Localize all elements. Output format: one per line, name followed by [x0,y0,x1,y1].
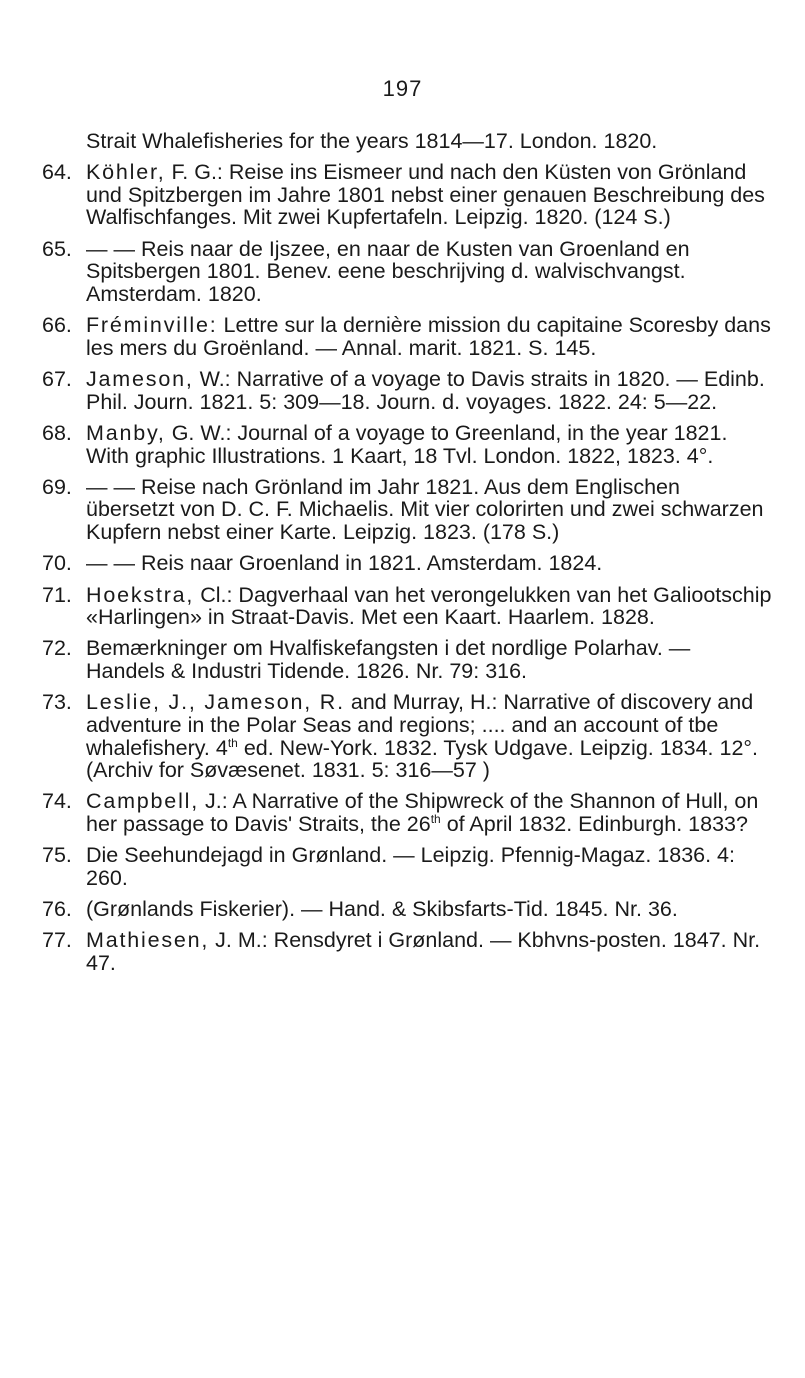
entry-text [86,584,772,629]
entry-number: 69. [42,474,72,499]
entry-text [86,368,772,413]
entry-citation: Cl.: Dagverhaal van het verongelukken van het Galiootschip «Harlingen» in Straat-Davis. Met een Kaart. Haarlem. 1828. [86,582,772,630]
bibliography-entry [42,637,772,682]
entry-author: Campbell, [86,789,199,814]
entry-number: 74. [42,789,72,814]
entry-text [86,314,772,359]
entry-citation: (Grønlands Fiskerier). — Hand. & Skibsfarts-Tid. 1845. Nr. 36. [86,897,678,922]
entry-number: 68. [42,420,72,445]
entry-citation: Lettre sur la dernière mission du capitaine Scoresby dans les mers du Groënland. — Annal. marit. 1821. S. 145. [86,313,771,360]
bibliography-entry [42,161,772,229]
entry-text [86,130,772,153]
bibliography-entry [42,476,772,544]
entry-number: 73. [42,690,72,715]
entry-citation: Strait Whalefisheries for the years 1814—17. London. 1820. [86,129,658,153]
entry-author: Fréminville: [86,313,218,338]
bibliography-list [42,130,772,983]
entry-author: Köhler, [86,160,166,185]
bibliography-entry [42,314,772,359]
entry-author: Leslie, J., Jameson, R. [86,690,345,715]
bibliography-entry [42,691,772,781]
bibliography-entry [42,898,772,921]
entry-citation: Die Seehundejagd in Grønland. — Leipzig. Pfennig-Magaz. 1836. 4: 260. [86,843,735,890]
entry-text [86,790,772,835]
entry-number: 64. [42,160,72,185]
entry-citation: G. W.: Journal of a voyage to Greenland, in the year 1821. With graphic Illustrations. 1 Kaart, 18 Tvl. London. 1822, 1823. 4°. [86,420,728,468]
entry-text [86,422,772,467]
entry-author: Mathiesen, [86,928,210,953]
entry-citation: — — Reis naar Groenland in 1821. Amsterdam. 1824. [86,551,603,576]
entry-number: 76. [42,897,72,922]
entry-citation: Bemærkninger om Hvalfiskefangsten i det nordlige Polarhav. — Handels & Industri Tidende. 1826. Nr. 79: 316. [86,636,691,684]
bibliography-entry [42,130,772,153]
bibliography-entry [42,790,772,835]
entry-number: 67. [42,367,72,392]
entry-text [86,476,772,544]
entry-citation: and Murray, H.: Narrative of discovery and adventure in the Polar Seas and regions; .... and an account of tbe whalefishery. 4th ed. New-York. 1832. Tysk Udgave. Leipzig. 1834. 12°. (Archiv for Søvæsenet. 1831. 5: 316—57 ) [86,690,758,783]
bibliography-entry [42,422,772,467]
entry-number: 66. [42,313,72,338]
entry-number: 70. [42,551,72,576]
bibliography-entry [42,584,772,629]
entry-text [86,238,772,306]
entry-number: 77. [42,928,72,953]
entry-text [86,844,772,889]
page-number: 197 [382,76,423,101]
entry-author: Hoekstra, [86,582,195,607]
entry-text [86,637,772,682]
entry-citation: J.: A Narrative of the Shipwreck of the Shannon of Hull, on her passage to Davis' Straits, the 26th of April 1832. Edinburgh. 1833? [86,789,759,836]
bibliography-entry [42,368,772,413]
entry-number: 71. [42,582,72,607]
entry-text [86,691,772,781]
bibliography-entry [42,844,772,889]
entry-number: 65. [42,236,72,261]
bibliography-entry [42,552,772,575]
entry-number: 72. [42,636,72,661]
entry-text [86,161,772,229]
entry-citation: W.: Narrative of a voyage to Davis straits in 1820. — Edinb. Phil. Journ. 1821. 5: 309—18. Journ. d. voyages. 1822. 24: 5—22. [86,367,765,414]
entry-author: Manby, [86,420,166,445]
entry-text [86,929,772,974]
bibliography-entry [42,238,772,306]
entry-text [86,552,772,575]
entry-citation: — — Reise nach Grönland im Jahr 1821. Aus dem Englischen übersetzt von D. C. F. Michaelis. Mit vier colorirten und zwei schwarzen Kupfern nebst einer Karte. Leipzig. 1823. (178 S.) [86,474,764,545]
entry-citation: J. M.: Rensdyret i Grønland. — Kbhvns-posten. 1847. Nr. 47. [86,928,761,976]
bibliography-entry [42,929,772,974]
entry-number: 75. [42,843,72,868]
entry-author: Jameson, [86,367,194,392]
entry-text [86,898,772,921]
entry-number [42,130,86,153]
entry-citation: — — Reis naar de Ijszee, en naar de Kusten van Groenland en Spitsbergen 1801. Benev. eene beschrijving d. walvischvangst. Amsterdam. 1820. [86,236,690,306]
entry-citation: F. G.: Reise ins Eismeer und nach den Küsten von Grönland und Spitzbergen im Jahre 1801 nebst einer genauen Beschreibung des Walfischfanges. Mit zwei Kupfertafeln. Leipzig. 1820. (124 S.) [86,160,765,230]
